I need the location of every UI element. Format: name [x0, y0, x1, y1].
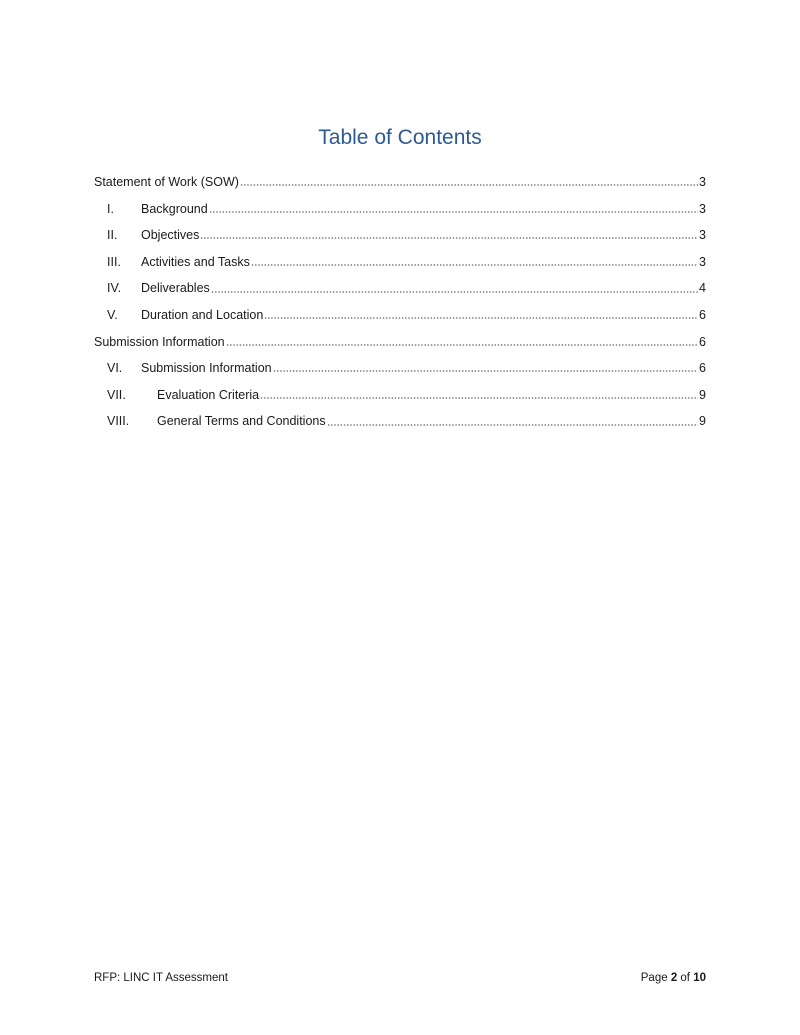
toc-entry-general-terms-and-conditions[interactable] — [94, 408, 706, 435]
toc-entry-page: 6 — [699, 361, 706, 376]
footer-page-separator: of — [677, 972, 694, 984]
toc-entry-label: Background — [141, 201, 208, 216]
footer-page-total: 10 — [693, 972, 706, 984]
toc-entry-evaluation-criteria[interactable] — [94, 382, 706, 409]
toc-entry-submission-information[interactable] — [94, 355, 706, 382]
toc-entry-number: III. — [107, 254, 121, 269]
toc-dot-leader — [209, 207, 698, 217]
toc-entry-label: Deliverables — [141, 281, 210, 296]
toc-entry-number: VII. — [107, 387, 126, 402]
toc-dot-leader — [273, 366, 698, 376]
footer-document-title: RFP: LINC IT Assessment — [94, 972, 228, 984]
toc-entry-background[interactable] — [94, 196, 706, 223]
toc-entry-deliverables[interactable] — [94, 275, 706, 302]
toc-entry-statement-of-work[interactable] — [94, 169, 706, 196]
toc-dot-leader — [240, 180, 698, 190]
toc-entry-number: VI. — [107, 361, 123, 376]
toc-entry-page: 9 — [699, 414, 706, 429]
toc-entry-duration-and-location[interactable] — [94, 302, 706, 329]
toc-title: Table of Contents — [318, 126, 482, 149]
toc-entry-number: VIII. — [107, 414, 130, 429]
toc-entry-page: 4 — [699, 281, 706, 296]
toc-dot-leader — [251, 260, 698, 270]
toc-entry-submission-information-section[interactable] — [94, 329, 706, 356]
toc-dot-leader — [260, 393, 698, 403]
toc-dot-leader — [327, 420, 698, 430]
toc-entry-label: Evaluation Criteria — [157, 387, 260, 402]
toc-entry-activities-and-tasks[interactable] — [94, 249, 706, 276]
toc-entry-page: 3 — [699, 254, 706, 269]
toc-entry-label: Activities and Tasks — [141, 254, 250, 269]
toc-entry-number: I. — [107, 201, 114, 216]
page-footer — [94, 972, 706, 984]
toc-dot-leader — [211, 287, 698, 297]
toc-entry-label: Submission Information — [141, 361, 272, 376]
toc-entry-page: 6 — [699, 334, 706, 349]
toc-entry-label: General Terms and Conditions — [157, 414, 326, 429]
toc-entry-number: V. — [107, 308, 118, 323]
toc-dot-leader — [264, 313, 698, 323]
toc-entry-label: Statement of Work (SOW) — [94, 175, 239, 190]
footer-page-prefix: Page — [640, 972, 671, 984]
toc-entry-page: 9 — [699, 387, 706, 402]
footer-page-current: 2 — [670, 972, 678, 984]
toc-entry-label: Duration and Location — [141, 308, 264, 323]
toc-entry-page: 3 — [699, 228, 706, 243]
toc-entry-label: Submission Information — [94, 334, 225, 349]
toc-entry-page: 3 — [699, 201, 706, 216]
toc-entry-page: 6 — [699, 308, 706, 323]
toc-entry-page: 3 — [699, 175, 706, 190]
footer-page-indicator — [641, 972, 706, 984]
toc-entry-number: IV. — [107, 281, 122, 296]
toc-dot-leader — [226, 340, 698, 350]
toc-entry-number: II. — [107, 228, 118, 243]
toc-dot-leader — [200, 233, 698, 243]
toc-entry-objectives[interactable] — [94, 222, 706, 249]
toc-entry-label: Objectives — [141, 228, 200, 243]
table-of-contents — [94, 169, 706, 435]
